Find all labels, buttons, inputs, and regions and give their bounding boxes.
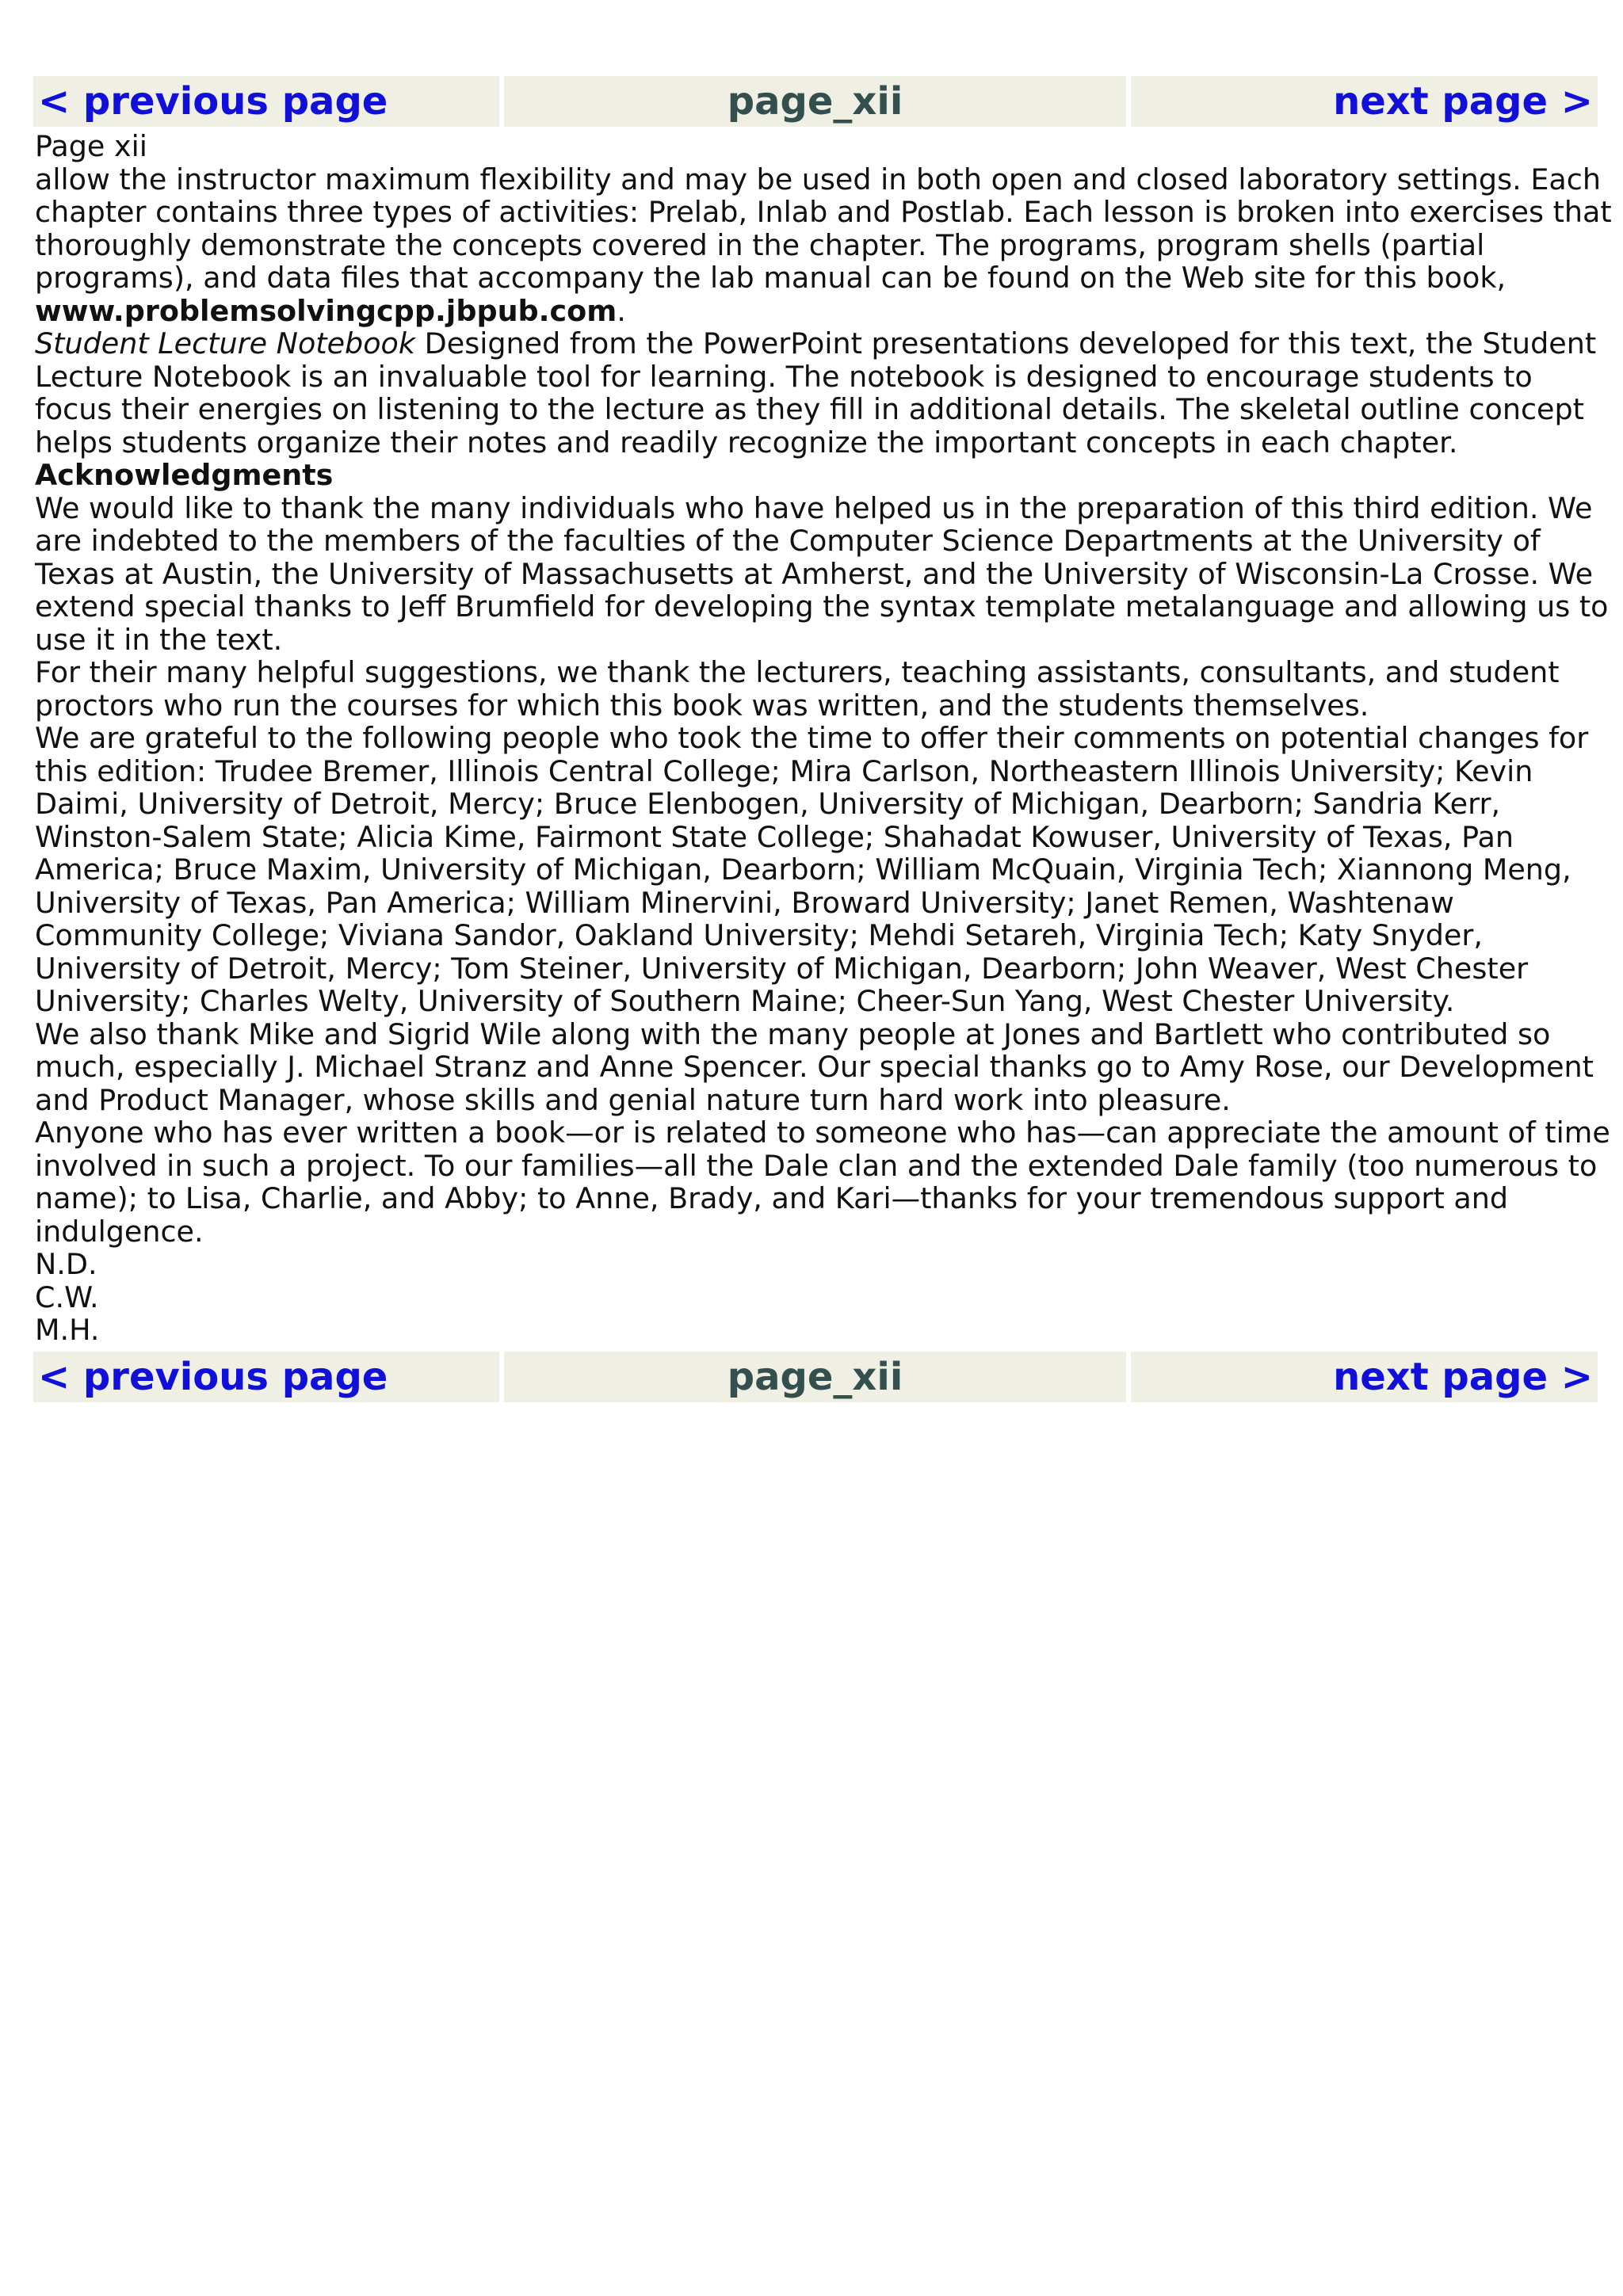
lab-manual-paragraph [35, 163, 1612, 328]
signature-mh: M.H. [35, 1313, 100, 1347]
top-prev-cell [33, 76, 499, 127]
next-page-link[interactable]: next page > [1333, 79, 1593, 124]
page-content [33, 127, 1613, 1352]
previous-page-link-bottom[interactable]: < previous page [38, 1354, 388, 1399]
reviewers-paragraph: We are grateful to the following people who took the time to offer their comments on potential changes for this edition: Trudee Bremer, Illinois Central College; Mira Carlson, Northeastern Illinois University; Kevin Daimi, University of Detroit, Mercy; Bruce Elenbogen, University of Michigan, Dearborn; Sandria Kerr, Winston-Salem State; Alicia Kime, Fairmont State College; Shahadat Kowuser, University of Texas, Pan America; Bruce Maxim, University of Michigan, Dearborn; William McQuain, Virginia Tech; Xiannong Meng, University of Texas, Pan America; William Minervini, Broward University; Janet Remen, Washtenaw Community College; Viviana Sandor, Oakland University; Mehdi Setareh, Virginia Tech; Katy Snyder, University of Detroit, Mercy; Tom Steiner, University of Michigan, Dearborn; John Weaver, West Chester University; Charles Welty, University of Southern Maine; Cheer-Sun Yang, West Chester University. [35, 721, 1589, 1018]
acknowledgments-paragraph-1: We would like to thank the many individuals who have helped us in the preparation of this third edition. We are indebted to the members of the faculties of the Computer Science Departments at the University of Texas at Austin, the University of Massachusetts at Amherst, and the University of Wisconsin-La Crosse. We extend special thanks to Jeff Brumfield for developing the syntax template metalanguage and allowing us to use it in the text. [35, 490, 1609, 657]
page-label: Page xii [35, 129, 147, 163]
lecture-notebook-text: Designed from the PowerPoint presentations developed for this text, the Student Lecture Notebook is an invaluable tool for learning. The notebook is designed to encourage students to focus their energies on listening to the lecture as they fill in additional details. The skeletal outline concept helps students organize their notes and readily recognize the important concepts in each chapter. [35, 326, 1597, 460]
bottom-next-cell [1131, 1352, 1598, 1402]
top-nav-bar [33, 76, 1602, 127]
lab-manual-text: allow the instructor maximum flexibility and may be used in both open and closed laboratory settings. Each chapter contains three types of activities: Prelab, Inlab and Postlab. Each lesson is broken into exercises that thoroughly demonstrate the concepts covered in the chapter. The programs, program shells (partial programs), and data files that accompany the lab manual can be found on the Web site for this book, [35, 162, 1612, 295]
acknowledgments-paragraph-2: For their many helpful suggestions, we thank the lecturers, teaching assistants, consultants, and student proctors who run the courses for which this book was written, and the students themselves. [35, 655, 1560, 723]
top-next-cell [1131, 76, 1598, 127]
page [33, 76, 1612, 1402]
page-id-label-bottom: page_xii [504, 1352, 1126, 1402]
signature-nd: N.D. [35, 1247, 97, 1281]
lecture-notebook-paragraph [35, 327, 1612, 459]
previous-page-link[interactable]: < previous page [38, 79, 388, 124]
period: . [617, 293, 626, 328]
website-url: www.problemsolvingcpp.jbpub.com [35, 293, 617, 328]
families-paragraph: Anyone who has ever written a book—or is related to someone who has—can appreciate the amount of time involved in such a project. To our families—all the Dale clan and the extended Dale family (too numerous to name); to Lisa, Charlie, and Abby; to Anne, Brady, and Kari—thanks for your tremendous support and indulgence. [35, 1116, 1610, 1249]
bottom-prev-cell [33, 1352, 499, 1402]
lecture-notebook-title: Student Lecture Notebook [35, 326, 416, 360]
signature-cw: C.W. [35, 1280, 99, 1314]
page-id-label: page_xii [504, 76, 1126, 127]
acknowledgments-heading: Acknowledgments [35, 458, 334, 492]
bottom-nav-bar [33, 1352, 1602, 1402]
next-page-link-bottom[interactable]: next page > [1333, 1354, 1593, 1399]
publisher-thanks-paragraph: We also thank Mike and Sigrid Wile along with the many people at Jones and Bartlett who contributed so much, especially J. Michael Stranz and Anne Spencer. Our special thanks go to Amy Rose, our Development and Product Manager, whose skills and genial nature turn hard work into pleasure. [35, 1016, 1594, 1117]
